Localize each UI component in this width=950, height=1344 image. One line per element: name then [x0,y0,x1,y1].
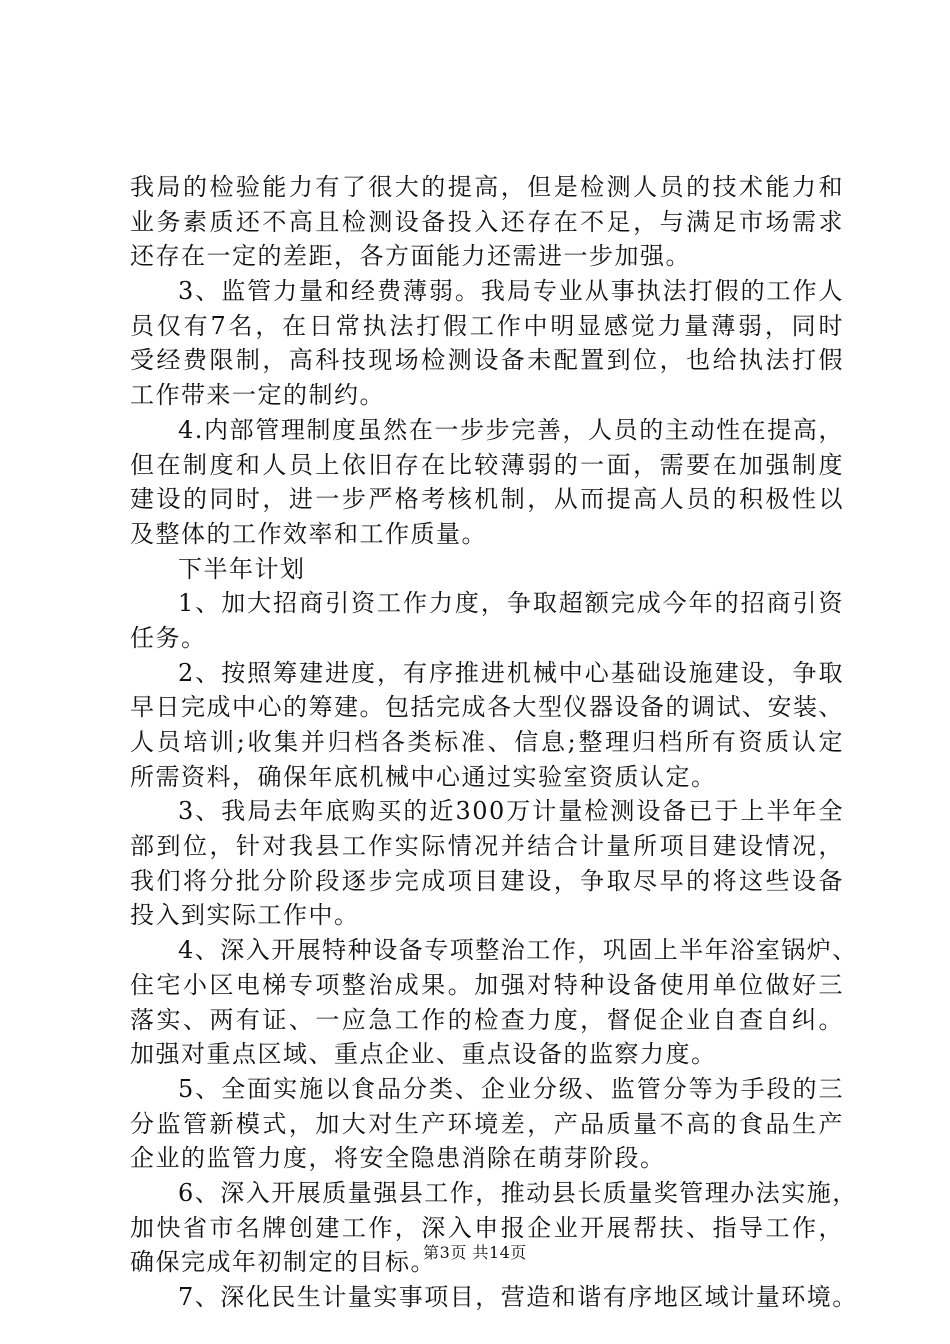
text-line: 加快省市名牌创建工作，深入申报企业开展帮扶、指导工作， [130,1213,844,1242]
text-line: 分监管新模式，加大对生产环境差，产品质量不高的食品生产 [130,1109,844,1138]
text-line: 工作带来一定的制约。 [130,381,385,410]
text-line: 所需资料，确保年底机械中心通过实验室资质认定。 [130,762,717,791]
paragraph-start: 4.内部管理制度虽然在一步步完善，人员的主动性在提高， [178,415,844,444]
text-line: 员仅有7名，在日常执法打假工作中明显感觉力量薄弱，同时 [130,311,844,340]
text-line: 建设的同时，进一步严格考核机制，从而提高人员的积极性以 [130,485,844,514]
text-line: 人员培训;收集并归档各类标准、信息;整理归档所有资质认定 [130,728,844,756]
text-line: 我们将分批分阶段逐步完成项目建设，争取尽早的将这些设备 [130,866,844,895]
paragraph-start: 7、深化民生计量实事项目，营造和谐有序地区域计量环境。 [178,1283,858,1311]
paragraph-start: 1、加大招商引资工作力度，争取超额完成今年的招商引资 [178,589,844,618]
section-heading: 下半年计划 [178,554,306,583]
text-line: 部到位，针对我县工作实际情况并结合计量所项目建设情况， [130,832,844,861]
paragraph-start: 3、我局去年底购买的近300万计量检测设备已于上半年全 [178,797,844,826]
paragraph-start: 3、监管力量和经费薄弱。我局专业从事执法打假的工作人 [178,277,844,306]
paragraph-start: 2、按照筹建进度，有序推进机械中心基础设施建设，争取 [178,658,844,687]
text-line: 加强对重点区域、重点企业、重点设备的监察力度。 [130,1040,717,1069]
text-line: 投入到实际工作中。 [130,901,360,930]
text-line: 早日完成中心的筹建。包括完成各大型仪器设备的调试、安装、 [130,693,844,722]
text-line: 落实、两有证、一应急工作的检查力度，督促企业自查自纠。 [130,1005,844,1034]
text-line: 确保完成年初制定的目标。 [130,1248,436,1277]
text-line: 任务。 [130,623,207,652]
text-line: 及整体的工作效率和工作质量。 [130,519,487,548]
page-number-footer: 第3页 共14页 [423,1243,527,1262]
paragraph-start: 4、深入开展特种设备专项整治工作，巩固上半年浴室锅炉、 [178,936,858,965]
text-line: 业务素质还不高且检测设备投入还存在不足，与满足市场需求 [130,207,844,236]
text-line: 但在制度和人员上依旧存在比较薄弱的一面，需要在加强制度 [130,450,844,479]
text-line: 还存在一定的差距，各方面能力还需进一步加强。 [130,242,691,271]
text-line: 住宅小区电梯专项整治成果。加强对特种设备使用单位做好三 [130,970,844,999]
document-body [130,170,858,1315]
paragraph-start: 6、深入开展质量强县工作，推动县长质量奖管理办法实施， [178,1178,858,1207]
text-line: 受经费限制，高科技现场检测设备未配置到位，也给执法打假 [130,346,844,375]
text-line: 企业的监管力度，将安全隐患消除在萌芽阶段。 [130,1144,666,1173]
paragraph-start: 5、全面实施以食品分类、企业分级、监管分等为手段的三 [178,1074,844,1103]
text-line: 我局的检验能力有了很大的提高，但是检测人员的技术能力和 [130,173,844,201]
